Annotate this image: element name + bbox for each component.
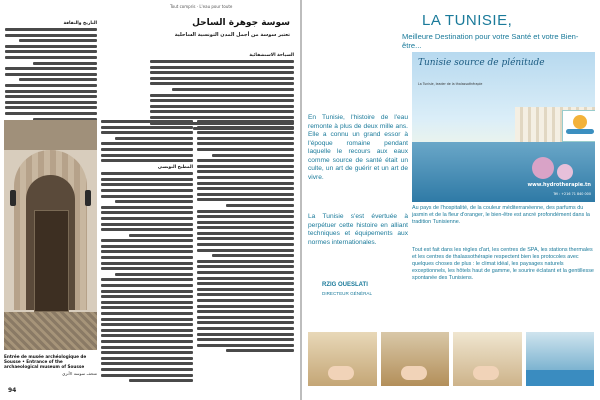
museum-photo-block [4, 120, 97, 390]
ad-headline: LA TUNISIE, [422, 12, 513, 29]
page-number: 94 [8, 387, 17, 394]
ad-tagline: Meilleure Destination pour votre Santé et votre Bien-être... [402, 32, 579, 50]
thalasso-logo [562, 110, 595, 142]
spa-photo [308, 332, 377, 386]
ad-phone: Tél : +216 71 840 000 [553, 192, 591, 196]
signer-role: DIRECTEUR GÉNÉRAL [322, 291, 373, 296]
photo-caption-ar: متحف سوسة الأثري [62, 371, 97, 376]
wave-icon [566, 129, 594, 134]
sun-icon [573, 115, 587, 129]
ad-banner-image [412, 52, 595, 202]
text-column-1 [5, 18, 97, 123]
signer-name: RZIG OUESLATI [322, 282, 368, 288]
photo-caption: Entrée de musée archéologique de Sousse • Entrance of the archaeological museum of Sousse [4, 354, 87, 369]
text-column-4 [197, 120, 294, 355]
right-page [302, 0, 600, 400]
text-column-2 [101, 120, 193, 385]
spa-photo [526, 332, 595, 386]
intro-paragraph: En Tunisie, l'histoire de l'eau remonte à plus de deux mille ans. Elle a connu un grand essor à l'époque romaine pendant laquelle le recours aux eaux comme source de santé était un culte, un art de guérir et un art de vivre. [308, 114, 408, 181]
body-paragraph-2: Tout est fait dans les règles d'art, les centres de SPA, les stations thermales et les centres de thalassothérapie respectent bien les protocoles avec quelques choses de plus : le climat idéal, les paysages naturels exceptionnels, les hôtels haut de gamme, le sourire éclatant et la gentillesse spontanée des Tunisiens. [412, 247, 594, 281]
spa-photo-strip [308, 332, 594, 386]
article-title: سوسة جوهرة الساحل [192, 18, 290, 28]
ad-script-title: Tunisie source de plénitude [418, 58, 545, 68]
article-subtitle: تعتبر سوسة من أجمل المدن التونسية الساحلية [174, 32, 290, 38]
spa-photo [453, 332, 522, 386]
ad-small-text: La Tunisie, leader de la thalassothérapie [418, 82, 483, 86]
museum-entrance-photo [4, 120, 97, 350]
section-header: التاريخ والثقافة [63, 21, 97, 26]
intro-paragraph-2: La Tunisie s'est évertuée à perpétuer cette histoire en alliant techniques et équipements aux normes internationales. [308, 213, 408, 246]
running-head: Tout compris · L'eau pour toute [170, 4, 233, 9]
spa-photo [381, 332, 450, 386]
section-header: المطبخ التونسي [157, 165, 193, 171]
ad-website: www.hydrotherapie.tn [527, 182, 591, 188]
section-header: السياحة الاستشفائية [249, 53, 294, 58]
body-paragraph-1: Au pays de l'hospitalité, de la couleur méditerranéenne, des parfums du jasmin et de la fleur d'oranger, le bien-être est ancré profondément dans la tradition Tunisienne. [412, 205, 590, 225]
